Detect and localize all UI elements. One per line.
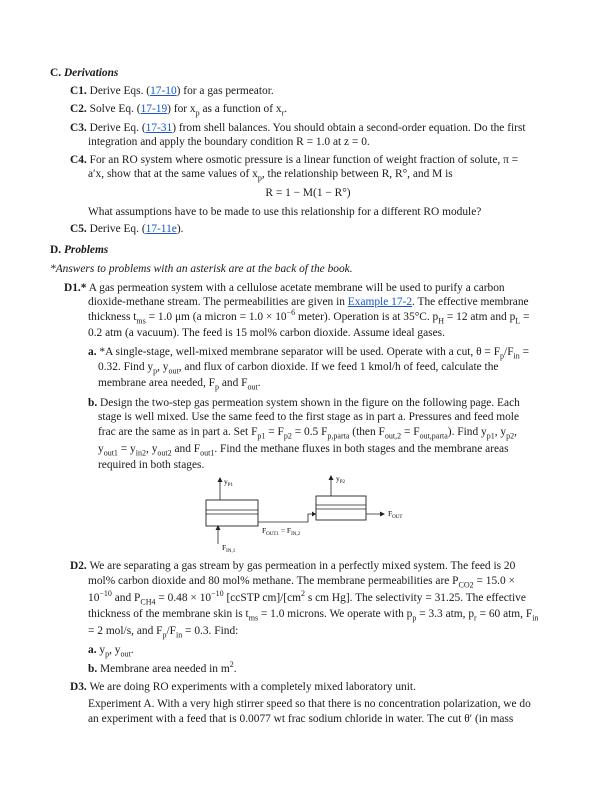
derivation-c5: C5. Derive Eq. (17-11e). bbox=[70, 223, 184, 235]
derivation-c2: C2. Solve Eq. (17-19) for $x_p$ as a function of $x_r$. bbox=[70, 103, 288, 118]
problem-d1-b-line5: required in both stages. bbox=[98, 459, 205, 471]
derivation-c4: C4. For an RO system where osmotic pressure is a linear function of weight fraction of solute, π = bbox=[70, 154, 519, 166]
link-eq-17-10[interactable]: 17-10 bbox=[150, 85, 177, 97]
label-fout1-fin2: $F_{OUT1} = F_{IN,2}$ bbox=[262, 526, 301, 537]
label-fout: $F_{OUT}$ bbox=[388, 509, 403, 520]
problem-d1-a: a. *A single-stage, well-mixed membrane separator will be used. Operate with a cut, $\theta = F_p/F_{in}$ = bbox=[88, 346, 530, 361]
problem-d1-b: b. Design the two-step gas permeation system shown in the figure on the following page. Each bbox=[88, 397, 520, 409]
arrow-fin1 bbox=[216, 525, 221, 544]
problem-d2-line3: $10^{-10}$ and $P_{CH4} = 0.48 \times 10^{-10}$ [ccSTP $cm]/[cm^2$ s cm Hg]. The selectivity = 31.25. The effective bbox=[88, 589, 526, 607]
derivation-c3-line2: integration and apply the boundary condition R = 1.0 at z = 0. bbox=[88, 136, 370, 148]
link-eq-17-11e[interactable]: 17-11e bbox=[145, 223, 177, 235]
stage-2-module bbox=[316, 496, 366, 520]
problem-d2-a: a. $y_p$, $y_{out}$. bbox=[88, 644, 134, 659]
stage-1-module bbox=[206, 500, 258, 526]
link-eq-17-31[interactable]: 17-31 bbox=[145, 122, 173, 134]
problem-d1-b-line3: frac are the same as in part a. Set $F_{p1} = F_{p2} = 0.5$ $F_{p,parta}$ (then $F_{out,2} = F_{out,parta}$). Find $y_{p1}$, $y_{p2}$, bbox=[98, 426, 517, 441]
problem-d2-line5: = 2 mol/s, and $F_p/F_{in} = 0.3$. Find: bbox=[88, 625, 239, 640]
problem-d3-line3: an experiment with a feed that is 0.0077 wt frac sodium chloride in water. The cut θ′ (in mass bbox=[88, 713, 514, 725]
problem-d2-line4: thickness of the membrane skin is $t_{ms} = 1.0$ microns. We operate with $p_p = 3.3$ atm, $p_r = 60$ atm, $F_{in}$ bbox=[88, 608, 539, 623]
arrow-yp2 bbox=[329, 475, 334, 496]
section-d-heading: D. Problems bbox=[50, 244, 109, 256]
derivation-c1: C1. Derive Eqs. (17-10) for a gas permeator. bbox=[70, 85, 274, 97]
problem-d2-b: b. Membrane area needed in $m^2$. bbox=[88, 660, 237, 675]
label-fin1: $F_{IN,1}$ bbox=[222, 543, 236, 554]
label-yp1: $y_{P1}$ bbox=[224, 477, 234, 488]
problem-d1-line3: thickness $t_{ms} = 1.0$ μm (a micron = $1.0 \times 10^{-6}$ meter). Operation is at 35°C. $p_H = 12$ atm and $p_L$ = bbox=[88, 308, 530, 326]
equation-r: R = 1 − M(1 − R°) bbox=[265, 187, 351, 199]
derivation-c3: C3. Derive Eq. (17-31) from shell balances. You should obtain a second-order equation. Do the first bbox=[70, 122, 526, 134]
stream-stage1-to-stage2 bbox=[258, 512, 316, 523]
arrow-fout bbox=[366, 512, 385, 517]
problem-d1-a-line3: membrane area needed, $F_p$ and $F_{out}$. bbox=[98, 377, 261, 392]
problem-d2-line2: mol% carbon dioxide and 80 mol% methane. The membrane permeabilities are $P_{CO2} = 15.0$ × bbox=[88, 575, 515, 590]
derivation-c4-line4: What assumptions have to be made to use this relationship for a different RO module? bbox=[88, 206, 482, 218]
problem-d3: D3. We are doing RO experiments with a completely mixed laboratory unit. bbox=[70, 681, 416, 693]
problem-d2: D2. We are separating a gas stream by gas permeation in a perfectly mixed system. The feed is 20 bbox=[70, 560, 516, 572]
problem-d1: D1.* A gas permeation system with a cellulose acetate membrane will be used to purify a carbon bbox=[64, 282, 505, 294]
problem-d1-line2: dioxide-methane stream. The permeabilities are given in Example 17-2. The effective membrane bbox=[88, 296, 529, 308]
problem-d3-line2: Experiment A. With a very high stirrer speed so that there is no concentration polarization, we do bbox=[88, 698, 531, 710]
problem-d1-line4: 0.2 atm (a vacuum). The feed is 15 mol% carbon dioxide. Assume ideal gases. bbox=[88, 327, 445, 339]
asterisk-note: *Answers to problems with an asterisk are at the back of the book. bbox=[50, 263, 353, 275]
arrow-yp1 bbox=[218, 477, 223, 500]
link-example-17-2[interactable]: Example 17-2 bbox=[347, 296, 413, 308]
problem-d1-b-line4: $y_{out1} = y_{in2}$, $y_{out2}$ and $F_{out1}$. Find the methane fluxes in both stages and the membrane areas bbox=[98, 443, 509, 458]
problem-d1-b-line2: stage is well mixed. Use the same feed to the first stage as in part a. Pressures and feed mole bbox=[98, 411, 520, 423]
derivation-c4-line2: a′x, show that at the same values of $x_p$, the relationship between R, R°, and M is bbox=[88, 168, 453, 183]
link-eq-17-19[interactable]: 17-19 bbox=[140, 103, 168, 115]
section-c-heading: C. Derivations bbox=[50, 67, 119, 79]
two-stage-permeation-figure bbox=[200, 470, 420, 555]
problem-d1-a-line2: 0.32. Find $y_p$, $y_{out}$, and flux of carbon dioxide. If we feed 1 kmol/h of feed, calculate the bbox=[98, 361, 499, 376]
label-yp2: $y_{P2}$ bbox=[336, 474, 346, 485]
